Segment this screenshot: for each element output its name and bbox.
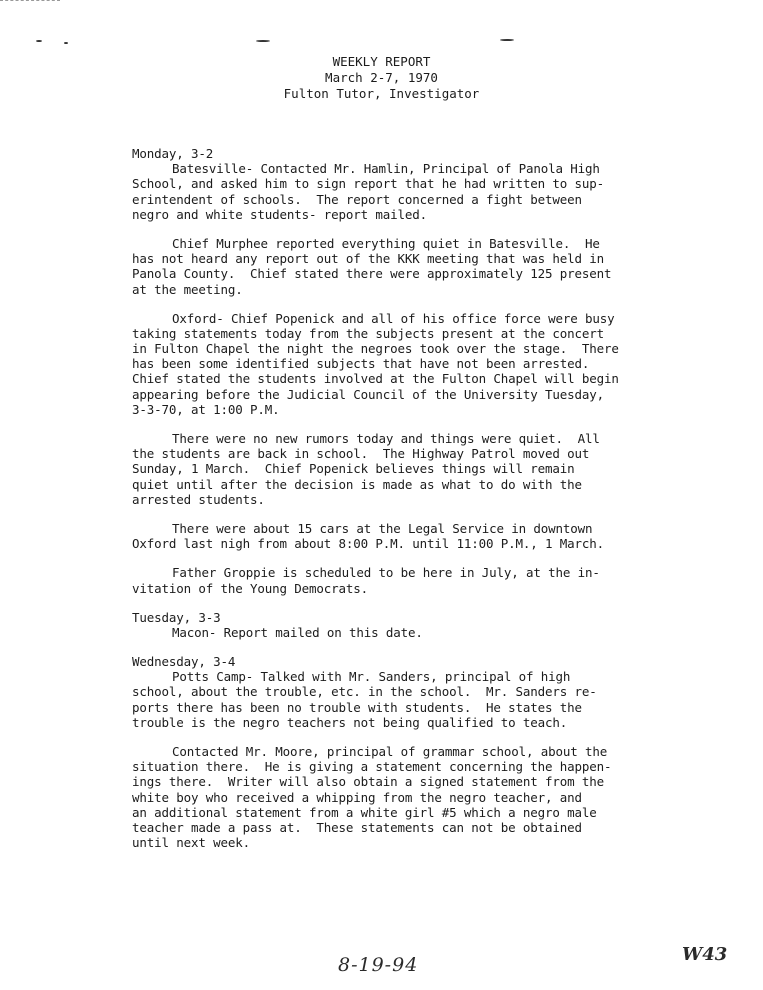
report-line: negro and white students- report mailed. (132, 206, 428, 222)
report-line: Contacted Mr. Moore, principal of grammar school, about the (172, 744, 608, 759)
paragraph-gap (132, 551, 642, 565)
report-line: school, about the trouble, etc. in the school. Mr. Sanders re- (132, 684, 597, 700)
report-line: ports there has been no trouble with students. He states the (132, 699, 582, 715)
scan-speck (36, 40, 42, 42)
report-line: Panola County. Chief stated there were approximately 125 present (132, 266, 612, 282)
report-line: trouble is the negro teachers not being qualified to teach. (132, 714, 568, 730)
paragraph-gap (132, 222, 642, 236)
report-line: situation there. He is giving a statement concerning the happen- (132, 759, 612, 775)
report-line: has not heard any report out of the KKK meeting that was held in (132, 251, 605, 267)
report-header (0, 54, 763, 102)
paragraph-gap (132, 596, 642, 610)
report-line: Oxford last nigh from about 8:00 P.M. until 11:00 P.M., 1 March. (132, 536, 605, 552)
report-line: Tuesday, 3-3 (132, 609, 221, 625)
report-date-range: March 2-7, 1970 (325, 70, 438, 85)
report-line: the students are back in school. The Highway Patrol moved out (132, 446, 590, 462)
paragraph-gap (132, 507, 642, 521)
paragraph-gap (132, 417, 642, 431)
report-line: teacher made a pass at. These statements can not be obtained (132, 819, 582, 835)
paragraph-gap (132, 730, 642, 744)
report-line: 3-3-70, at 1:00 P.M. (132, 401, 280, 417)
paragraph-gap (132, 640, 642, 654)
report-line: Oxford- Chief Popenick and all of his office force were busy (172, 310, 615, 326)
scan-edge-mark (0, 0, 60, 1)
paragraph-gap (132, 297, 642, 311)
report-line: Wednesday, 3-4 (132, 654, 236, 670)
report-line: Chief Murphee reported everything quiet in Batesville. He (172, 235, 600, 251)
report-line: appearing before the Judicial Council of the University Tuesday, (132, 386, 605, 402)
report-line: Potts Camp- Talked with Mr. Sanders, principal of high (172, 669, 571, 685)
report-line: Chief stated the students involved at the Fulton Chapel will begin (132, 371, 619, 387)
report-line: at the meeting. (132, 281, 243, 297)
report-line: until next week. (132, 835, 251, 851)
report-line: erintendent of schools. The report concerned a fight between (132, 191, 582, 207)
report-line: white boy who received a whipping from the negro teacher, and (132, 789, 582, 805)
report-line: taking statements today from the subjects present at the concert (132, 325, 605, 341)
handwritten-date: 8-19-94 (338, 954, 419, 976)
handwritten-page-code: W43 (682, 944, 728, 965)
scan-speck (500, 39, 514, 41)
report-line: Father Groppie is scheduled to be here in July, at the in- (172, 565, 600, 581)
report-line: Macon- Report mailed on this date. (172, 624, 423, 640)
report-line: vitation of the Young Democrats. (132, 580, 369, 596)
report-line: has been some identified subjects that have not been arrested. (132, 356, 590, 372)
report-line: in Fulton Chapel the night the negroes took over the stage. There (132, 341, 619, 357)
report-body (132, 146, 642, 850)
report-line: quiet until after the decision is made as what to do with the (132, 476, 582, 492)
report-line: Batesville- Contacted Mr. Hamlin, Principal of Panola High (172, 161, 600, 177)
report-line: There were about 15 cars at the Legal Service in downtown (172, 520, 593, 536)
report-line: There were no new rumors today and things were quiet. All (172, 431, 600, 446)
scan-speck (256, 40, 270, 42)
report-title: WEEKLY REPORT (332, 54, 431, 69)
report-line: ings there. Writer will also obtain a signed statement from the (132, 774, 605, 790)
report-line: School, and asked him to sign report that he had written to sup- (132, 176, 605, 192)
scan-speck (64, 42, 68, 44)
report-author: Fulton Tutor, Investigator (283, 86, 480, 101)
report-line: an additional statement from a white girl #5 which a negro male (132, 804, 597, 820)
report-line: arrested students. (132, 491, 265, 507)
report-line: Sunday, 1 March. Chief Popenick believes things will remain (132, 461, 575, 477)
report-line: Monday, 3-2 (132, 146, 214, 161)
